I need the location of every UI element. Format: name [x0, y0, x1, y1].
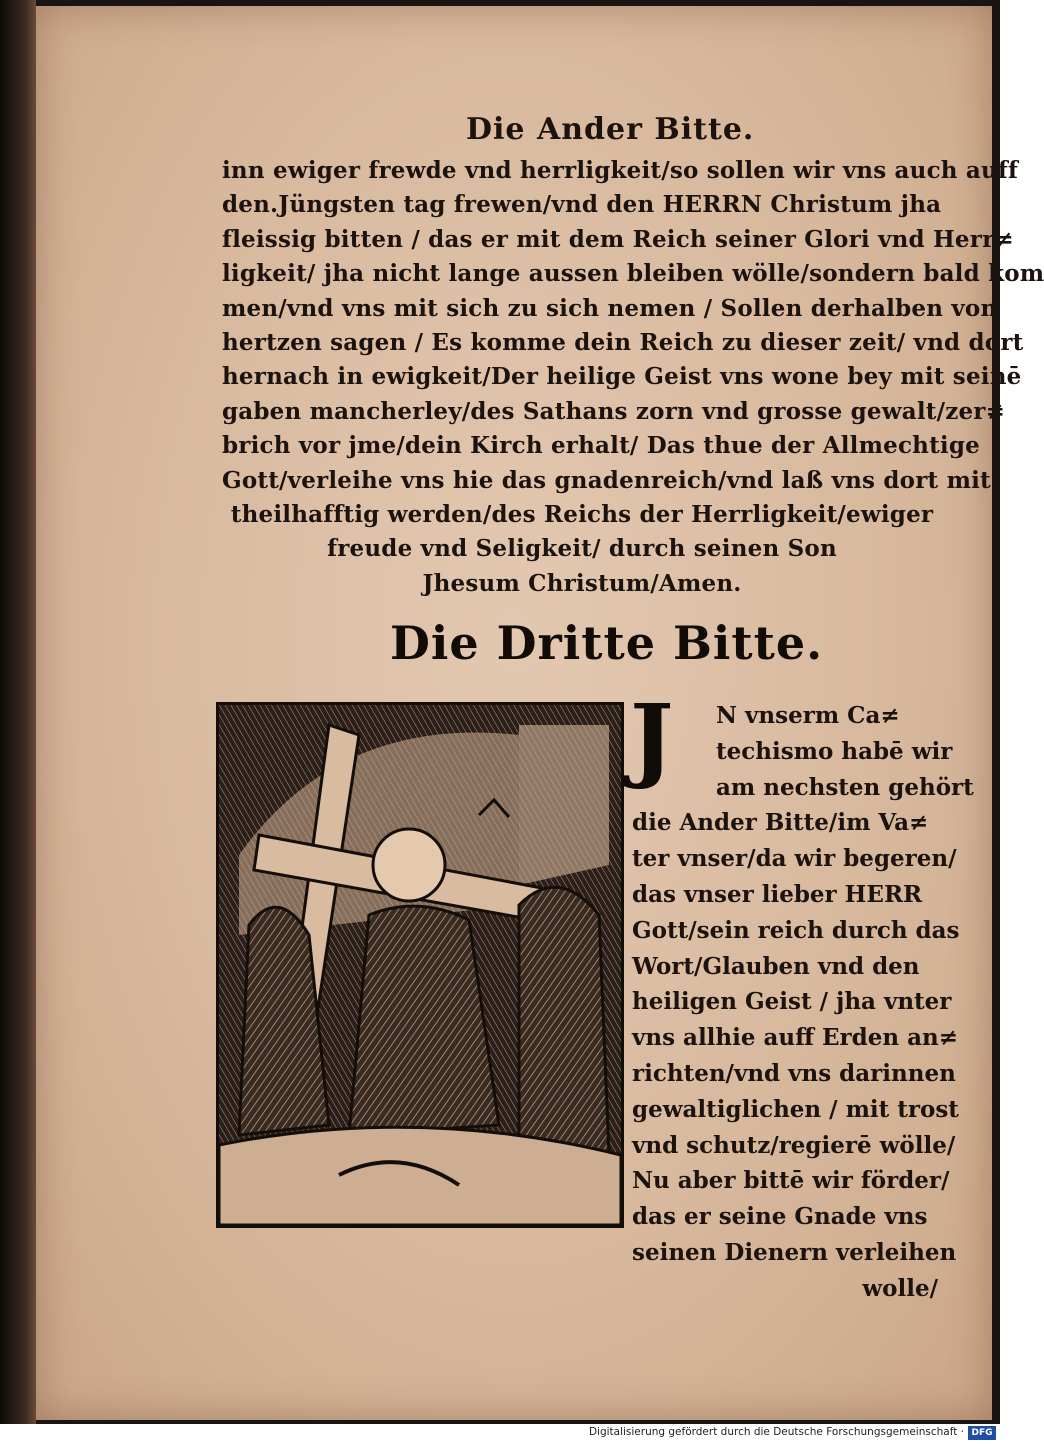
book-spine — [0, 0, 36, 1424]
text-line: hertzen sagen / Es komme dein Reich zu dieser zeit/ vnd dort — [222, 328, 1024, 356]
text-line: fleissig bitten / das er mit dem Reich seiner Glori vnd Herr≠ — [222, 225, 1014, 253]
text-line: die Ander Bitte/im Va≠ — [632, 809, 929, 837]
text-line: heiligen Geist / jha vnter — [632, 988, 952, 1016]
text-line: men/vnd vns mit sich zu sich nemen / Sollen derhalben von — [222, 294, 998, 322]
column-text — [632, 698, 974, 1307]
body-text — [222, 154, 1044, 601]
funding-notice: Digitalisierung gefördert durch die Deutsche Forschungsgemeinschaft · — [588, 1426, 964, 1438]
footer-bar — [0, 1424, 1000, 1444]
text-line: gaben mancherley/des Sathans zorn vnd grosse gewalt/zer≠ — [222, 397, 1006, 425]
text-line: Gott/verleihe vns hie das gnadenreich/vnd laß vns dort mit — [222, 466, 991, 494]
text-line: freude vnd Seligkeit/ durch seinen Son — [327, 535, 837, 563]
text-line: das vnser lieber HERR — [632, 880, 923, 908]
text-line: wolle/ — [862, 1274, 938, 1302]
text-line: theilhafftig werden/des Reichs der Herrligkeit/ewiger — [230, 500, 934, 528]
dfg-logo: DFG — [968, 1426, 996, 1440]
text-line: brich vor jme/dein Kirch erhalt/ Das thue der Allmechtige — [222, 432, 980, 460]
text-line: techismo habē wir — [716, 737, 953, 765]
text-line: vnd schutz/regierē wölle/ — [632, 1131, 956, 1159]
running-head: Die Ander Bitte. — [466, 112, 755, 147]
text-line: ter vnser/da wir begeren/ — [632, 845, 957, 873]
text-line: Jhesum Christum/Amen. — [422, 569, 742, 597]
text-line: seinen Dienern verleihen — [632, 1238, 957, 1266]
text-line: gewaltiglichen / mit trost — [632, 1095, 959, 1123]
drop-initial: J — [630, 684, 674, 792]
text-line: am nechsten gehört — [716, 773, 974, 801]
text-line: N vnserm Ca≠ — [716, 702, 900, 729]
text-line: richten/vnd vns darinnen — [632, 1059, 956, 1087]
text-line: vns allhie auff Erden an≠ — [632, 1024, 959, 1052]
text-line: Wort/Glauben vnd den — [632, 952, 920, 980]
text-line: inn ewiger frewde vnd herrligkeit/so sollen wir vns auch auff — [222, 157, 1019, 184]
text-line: das er seine Gnade vns — [632, 1203, 928, 1231]
section-title: Die Dritte Bitte. — [390, 616, 824, 670]
text-line: Nu aber bittē wir förder/ — [632, 1167, 950, 1195]
text-line: den.Jüngsten tag frewen/vnd den HERRN Christum jha — [222, 191, 942, 219]
text-line: hernach in ewigkeit/Der heilige Geist vns wone bey mit seinē — [222, 363, 1022, 391]
woodcut-illustration — [216, 702, 624, 1228]
text-line: Gott/sein reich durch das — [632, 916, 960, 944]
text-line: ligkeit/ jha nicht lange aussen bleiben wölle/sondern bald kom — [222, 260, 1044, 288]
